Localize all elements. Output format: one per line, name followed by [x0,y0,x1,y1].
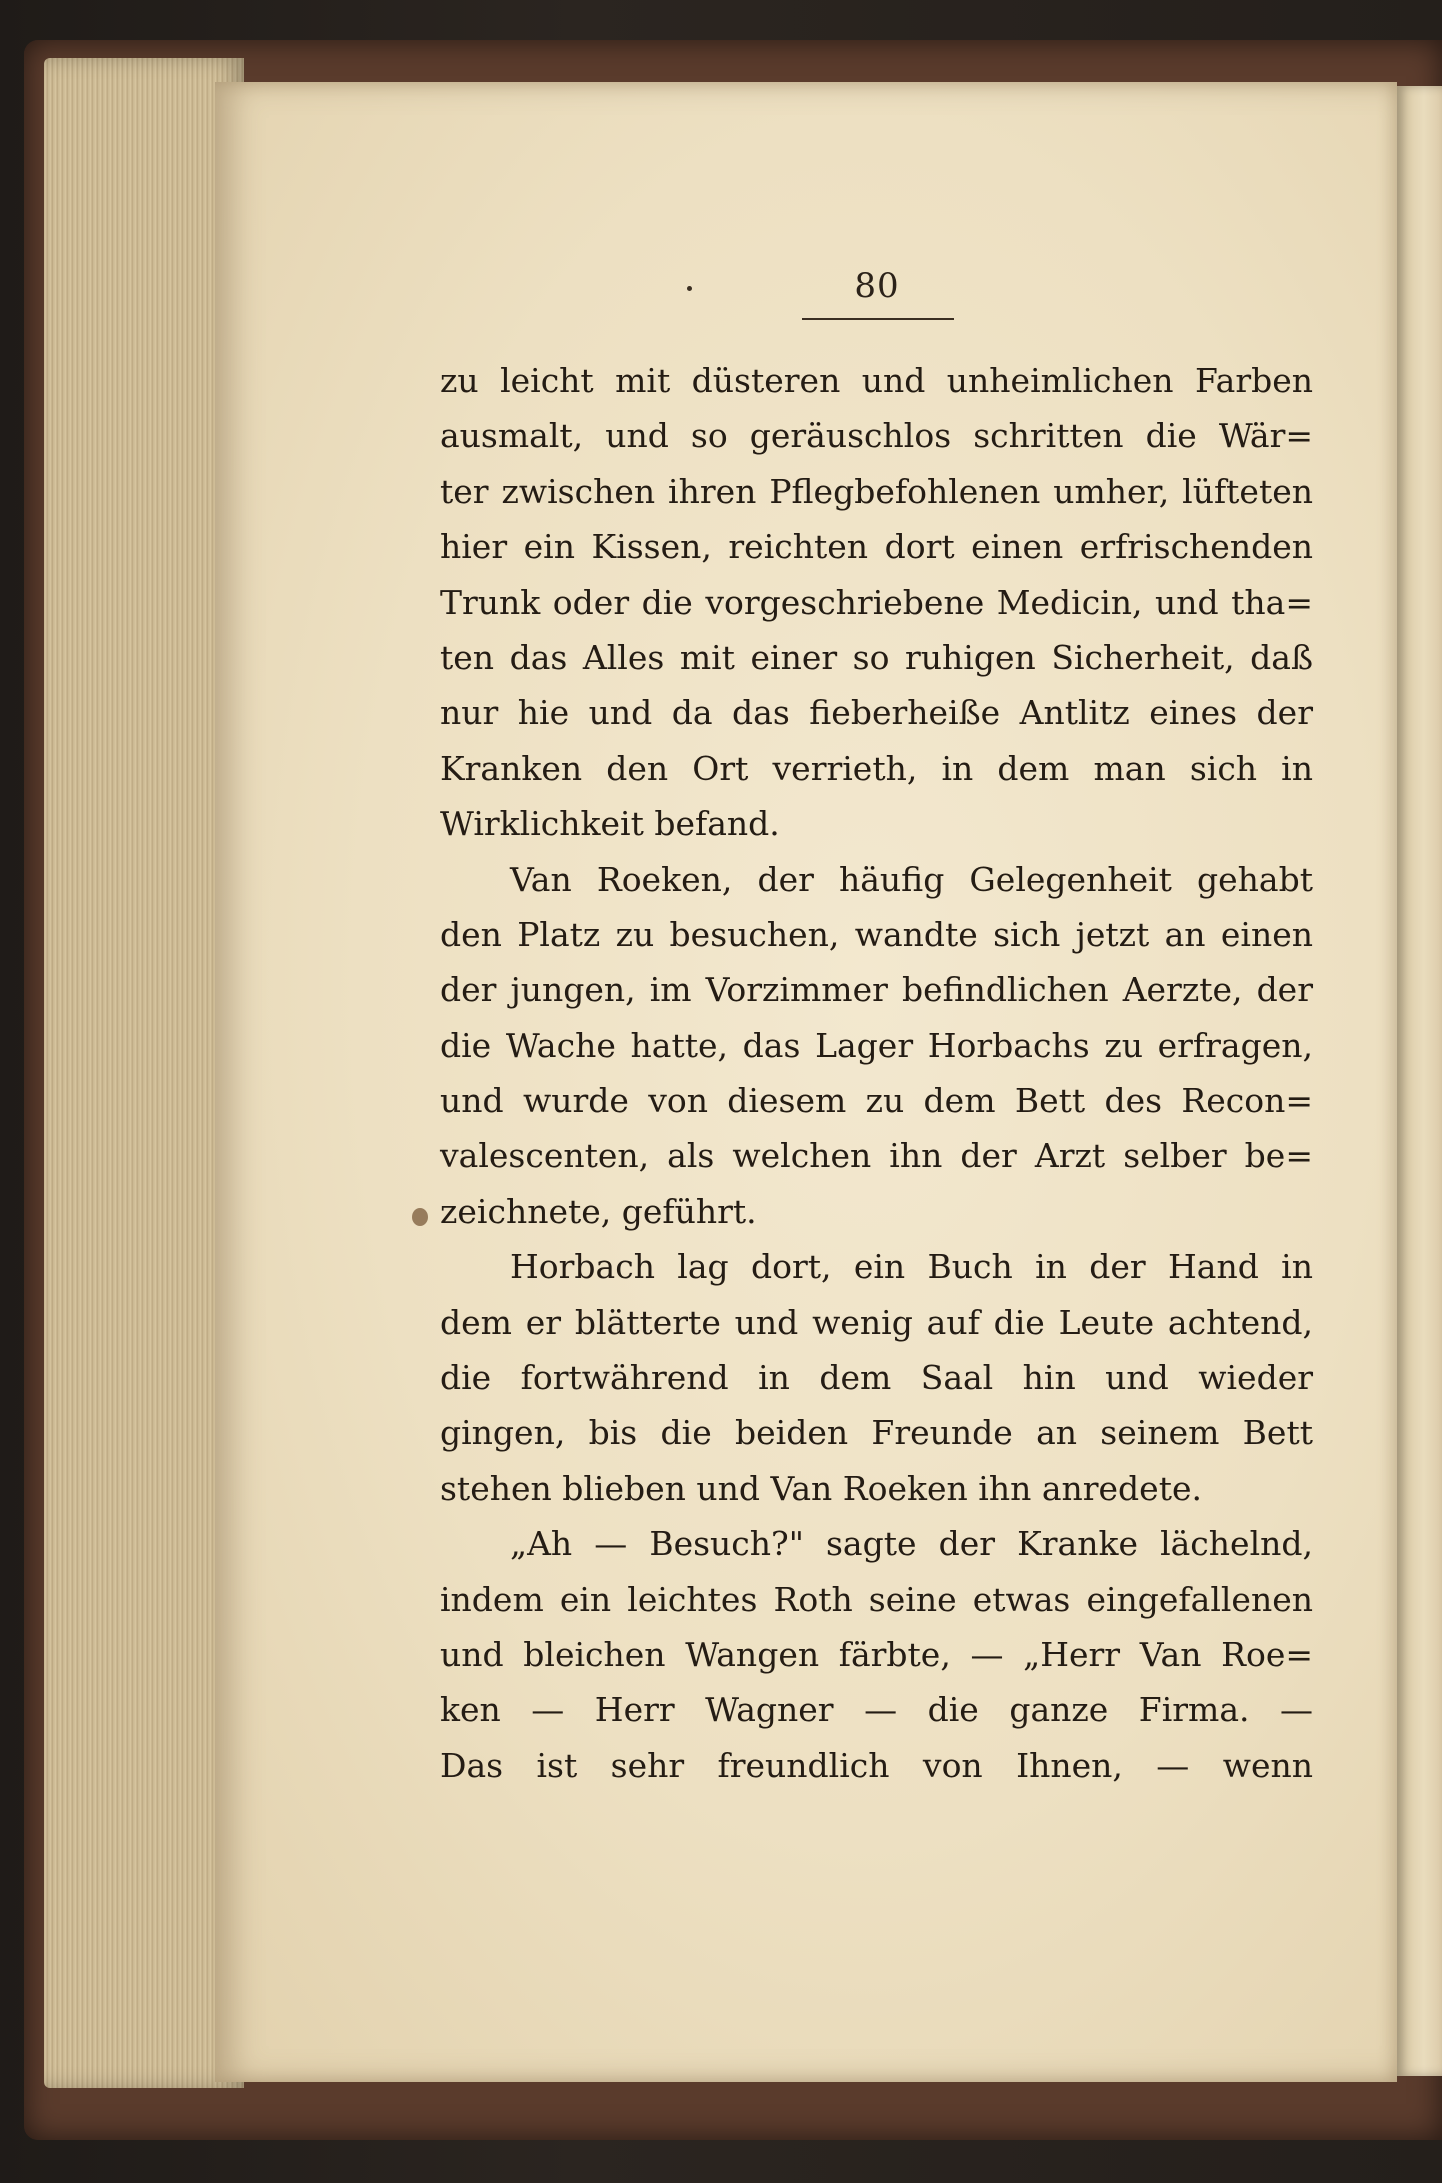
page-number-rule [802,318,954,320]
text-line: Horbach lag dort, ein Buch in der Hand in [510,1247,1313,1287]
text-line: dem er blätterte und wenig auf die Leute achtend, [440,1302,1313,1342]
text-line: und wurde von diesem zu dem Bett des Recon= [440,1081,1313,1121]
text-line: zu leicht mit düsteren und unheimlichen Farben [440,361,1313,400]
header-dot [687,286,692,291]
text-line: Das ist sehr freundlich von Ihnen, — wenn [440,1745,1313,1785]
text-line: ken — Herr Wagner — die ganze Firma. — [440,1690,1313,1730]
text-line: der jungen, im Vorzimmer befindlichen Aerzte, der [440,970,1313,1010]
facing-page-edge [1397,86,1442,2076]
text-body [440,353,1313,1793]
text-line: „Ah — Besuch?" sagte der Kranke lächelnd, [510,1524,1313,1564]
text-line: die Wache hatte, das Lager Horbachs zu erfragen, [440,1025,1313,1065]
text-line: gingen, bis die beiden Freunde an seinem Bett [440,1413,1313,1453]
page-edges [44,58,244,2088]
text-line: hier ein Kissen, reichten dort einen erfrischenden [440,527,1313,567]
text-line: Trunk oder die vorgeschriebene Medicin, und tha= [440,582,1313,622]
text-line: ausmalt, und so geräuschlos schritten die Wär= [440,416,1313,456]
text-line: zeichnete, geführt. [440,1191,757,1231]
text-line: valescenten, als welchen ihn der Arzt selber be= [440,1136,1313,1176]
text-line: indem ein leichtes Roth seine etwas eingefallenen [440,1579,1313,1619]
text-line: den Platz zu besuchen, wandte sich jetzt an einen [440,914,1313,954]
text-line: nur hie und da das fieberheiße Antlitz eines der [440,693,1313,733]
text-line: die fortwährend in dem Saal hin und wieder [440,1358,1313,1398]
text-line: und bleichen Wangen färbte, — „Herr Van Roe= [440,1634,1313,1674]
page-number: 80 [854,266,900,306]
ink-smudge [412,1208,428,1226]
text-line: ten das Alles mit einer so ruhigen Sicherheit, daß [440,637,1313,677]
text-line: stehen blieben und Van Roeken ihn anredete. [440,1468,1202,1508]
text-line: Van Roeken, der häufig Gelegenheit gehabt [510,859,1313,899]
text-line: Wirklichkeit befand. [440,804,780,844]
text-line: Kranken den Ort verrieth, in dem man sich in [440,748,1313,788]
text-line: ter zwischen ihren Pflegbefohlenen umher, lüfteten [440,471,1313,511]
